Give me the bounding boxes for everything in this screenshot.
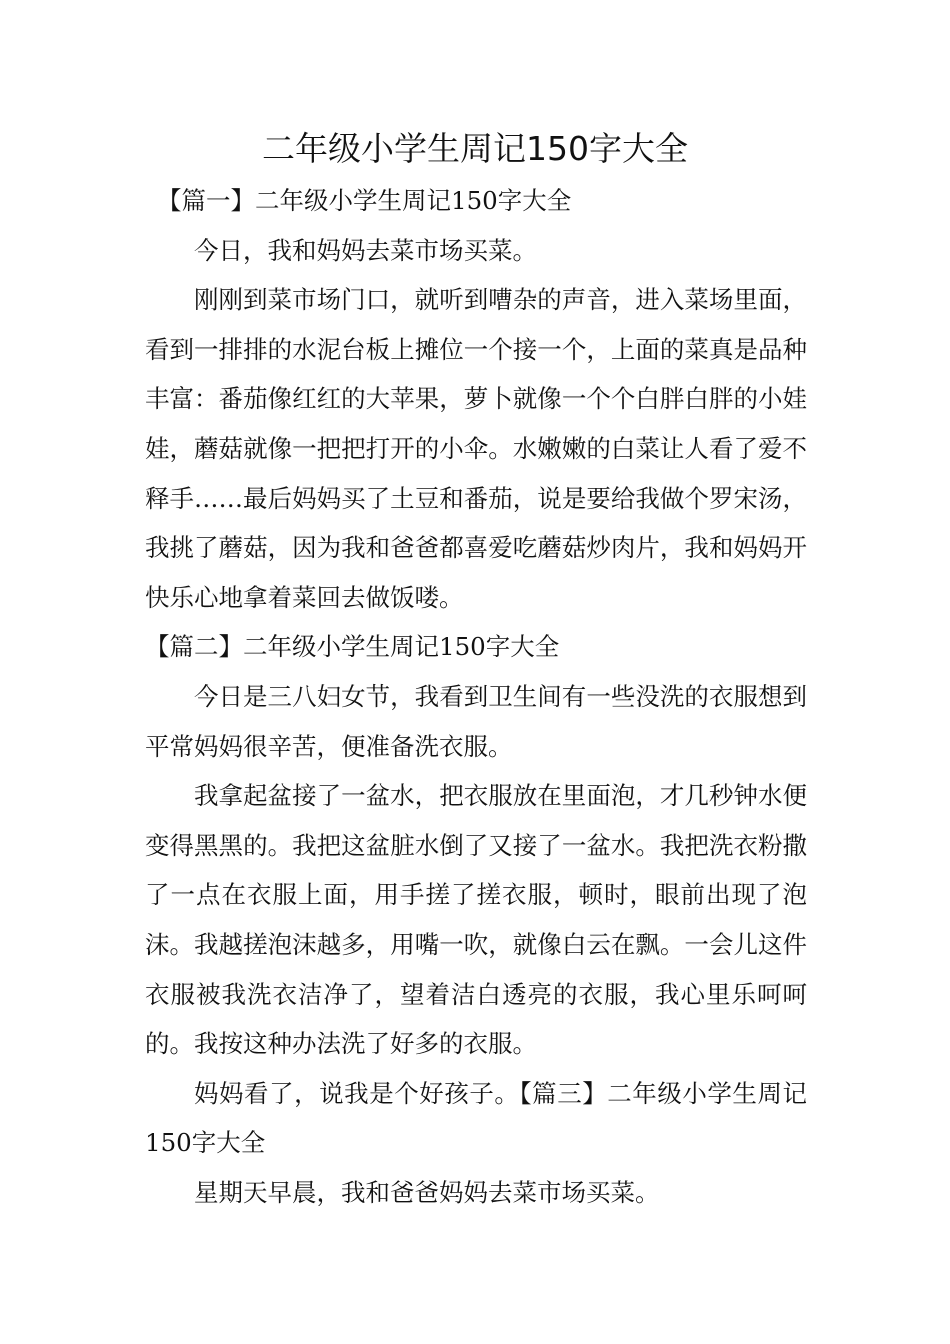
section-heading-1: 【篇一】二年级小学生周记150字大全: [157, 186, 572, 215]
paragraph: 妈妈看了，说我是个好孩子。【篇三】二年级小学生周记150字大全: [145, 1078, 807, 1158]
section-heading-2: 【篇二】二年级小学生周记150字大全: [145, 632, 560, 662]
paragraph: 今日，我和妈妈去菜市场买菜。: [194, 235, 537, 265]
paragraph: 刚刚到菜市场门口，就听到嘈杂的声音，进入菜场里面，看到一排排的水泥台板上摊位一个接一个，上面的菜真是品种丰富：番茄像红红的大苹果，萝卜就像一个个白胖白胖的小娃娃，蘑菇就像一把把打开的小伞。水嫩嫩的白菜让人看了爱不释手……最后妈妈买了土豆和番茄，说是要给我做个罗宋汤，我挑了蘑菇，因为我和爸爸都喜爱吃蘑菇炒肉片，我和妈妈开快乐心地拿着菜回去做饭喽。: [145, 285, 807, 612]
paragraph: 今日是三八妇女节，我看到卫生间有一些没洗的衣服想到平常妈妈很辛苦，便准备洗衣服。: [145, 681, 807, 761]
document-body: [145, 176, 807, 1217]
document-title: 二年级小学生周记150字大全: [262, 129, 688, 168]
paragraph: 星期天早晨，我和爸爸妈妈去菜市场买菜。: [194, 1177, 660, 1207]
paragraph: 我拿起盆接了一盆水，把衣服放在里面泡，才几秒钟水便变得黑黑的。我把这盆脏水倒了又接了一盆水。我把洗衣粉撒了一点在衣服上面，用手搓了搓衣服，顿时，眼前出现了泡沫。我越搓泡沫越多，用嘴一吹，就像白云在飘。一会儿这件衣服被我洗衣洁净了，望着洁白透亮的衣服，我心里乐呵呵的。我按这种办法洗了好多的衣服。: [145, 781, 807, 1059]
